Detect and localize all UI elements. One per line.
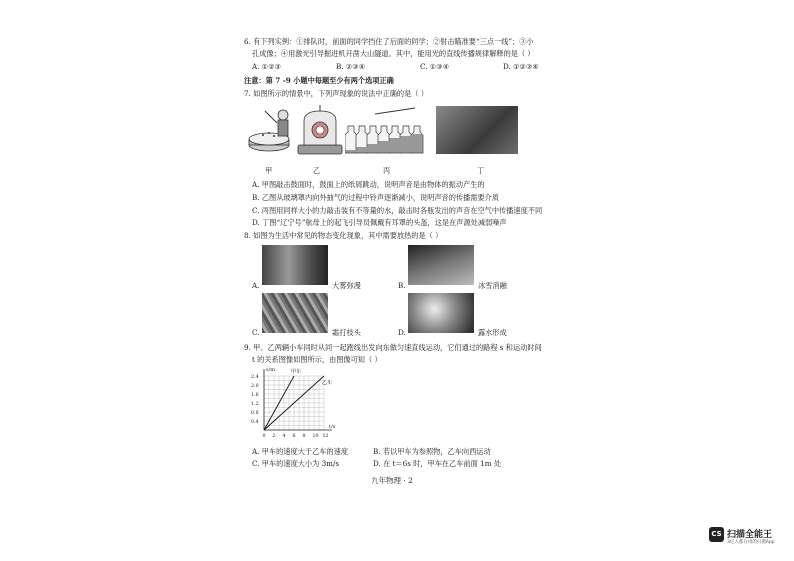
q8-caption-a: 大雾弥漫 [332, 281, 361, 290]
q9-option-b: B. 若以甲车为参照物，乙车向西运动 [373, 447, 491, 456]
x-tick-label: 10 [312, 434, 319, 439]
y-tick-label: 0.8 [251, 410, 259, 416]
q7-option-a: A. 甲图敲击鼓面时，鼓面上的纸屑跳动，说明声音是由物体的振动产生的 [252, 180, 485, 189]
y-tick-label: 1.2 [251, 401, 259, 407]
drum-figure [247, 105, 297, 157]
q6-stem-line1: 6. 有下列实例：①排队时，前面的同学挡住了后面的同学；②射击瞄准要“三点一线”；③小 [244, 37, 534, 46]
q6-stem-line2: 孔成像；④用激光引导掘进机开凿大山隧道。其中，能用光的直线传播规律解释的是（ ） [252, 49, 535, 58]
q8-option-b: B. [398, 281, 406, 290]
carrier-photo [436, 106, 518, 154]
q6-option-a: A. ①②③ [252, 62, 282, 71]
bottles-figure [345, 106, 431, 156]
fog-photo [262, 245, 328, 285]
q8-option-c: C. [252, 328, 260, 337]
page-footer: 九年物理 · 2 [371, 476, 413, 485]
series-label-yi: 乙车 [322, 380, 333, 386]
q8-caption-b: 冰雪消融 [478, 281, 507, 290]
x-tick-label: 2 [272, 434, 276, 439]
camscanner-logo-icon: CS [709, 527, 724, 542]
q6-option-d: D. ①②③④ [503, 62, 539, 71]
y-tick-label: 2.4 [251, 374, 259, 380]
x-tick-label: 0 [262, 434, 266, 439]
x-tick-label: 8 [302, 434, 306, 439]
q9-option-d: D. 在 t＝6s 时，甲车在乙车前面 1m 处 [373, 459, 502, 468]
q7-stem: 7. 如图所示的情景中，下列声现象的说法中正确的是（ ） [244, 89, 428, 98]
q7-option-d: D. 丁图“辽宁号”航母上的起飞引导员佩戴有耳罩的头盔，这是在声源处减弱噪声 [252, 218, 507, 227]
q8-option-a: A. [252, 281, 260, 290]
q7-label-jia: 甲 [265, 166, 273, 175]
melting-ice-photo [408, 245, 474, 285]
q8-caption-d: 露水形成 [478, 328, 507, 337]
frost-photo [262, 293, 328, 333]
multi-choice-note: 注意：第 7 -9 小题中每题至少有两个选项正确 [244, 76, 394, 85]
q6-option-c: C. ①③④ [420, 62, 450, 71]
q6-option-b: B. ②③④ [336, 62, 366, 71]
q9-option-a: A. 甲车的速度大于乙车的速度 [252, 447, 349, 456]
q7-label-ding: 丁 [477, 166, 485, 175]
series-label-jia: 甲车 [291, 369, 302, 375]
q7-option-c: C. 丙图用同样大小的力敲击装有不等量的水，敲击时各瓶发出的声音在空气中传播速度不同 [252, 206, 543, 215]
x-tick-label: 4 [282, 434, 286, 439]
y-tick-label: 0.4 [251, 419, 259, 425]
y-tick-label: 2.0 [251, 383, 259, 389]
scanner-brand: 扫描全能王 [727, 530, 773, 540]
q7-label-yi: 乙 [313, 166, 321, 175]
q9-stem-line2: t 的关系图像如图所示，由图像可知（ ） [252, 355, 382, 364]
q8-caption-c: 霜打枝头 [332, 328, 361, 337]
q9-stem-line1: 9. 甲、乙两辆小车同时从同一起跑线出发向东做匀速直线运动，它们通过的路程 s 和运动时间 [244, 343, 542, 352]
y-axis-label: s/m [266, 367, 275, 373]
dew-photo [408, 293, 474, 333]
y-tick-label: 1.6 [251, 392, 259, 398]
q7-label-bing: 丙 [383, 166, 391, 175]
q9-st-chart [250, 366, 342, 446]
q8-option-d: D. [398, 328, 406, 337]
x-tick-label: 6 [292, 434, 296, 439]
q9-option-c: C. 甲车的速度大小为 3m/s [252, 459, 340, 468]
bell-jar-figure [296, 105, 344, 157]
q8-stem: 8. 如图为生活中常见的物态变化现象，其中需要放热的是（ ） [244, 231, 443, 240]
x-axis-label: t/s [329, 424, 336, 430]
q7-option-b: B. 乙图从玻璃罩内向外抽气的过程中铃声逐渐减小，说明声音的传播需要介质 [252, 193, 500, 202]
x-tick-label: 12 [322, 434, 329, 439]
scanner-tagline: 3亿人都在用的扫描App [727, 540, 775, 545]
